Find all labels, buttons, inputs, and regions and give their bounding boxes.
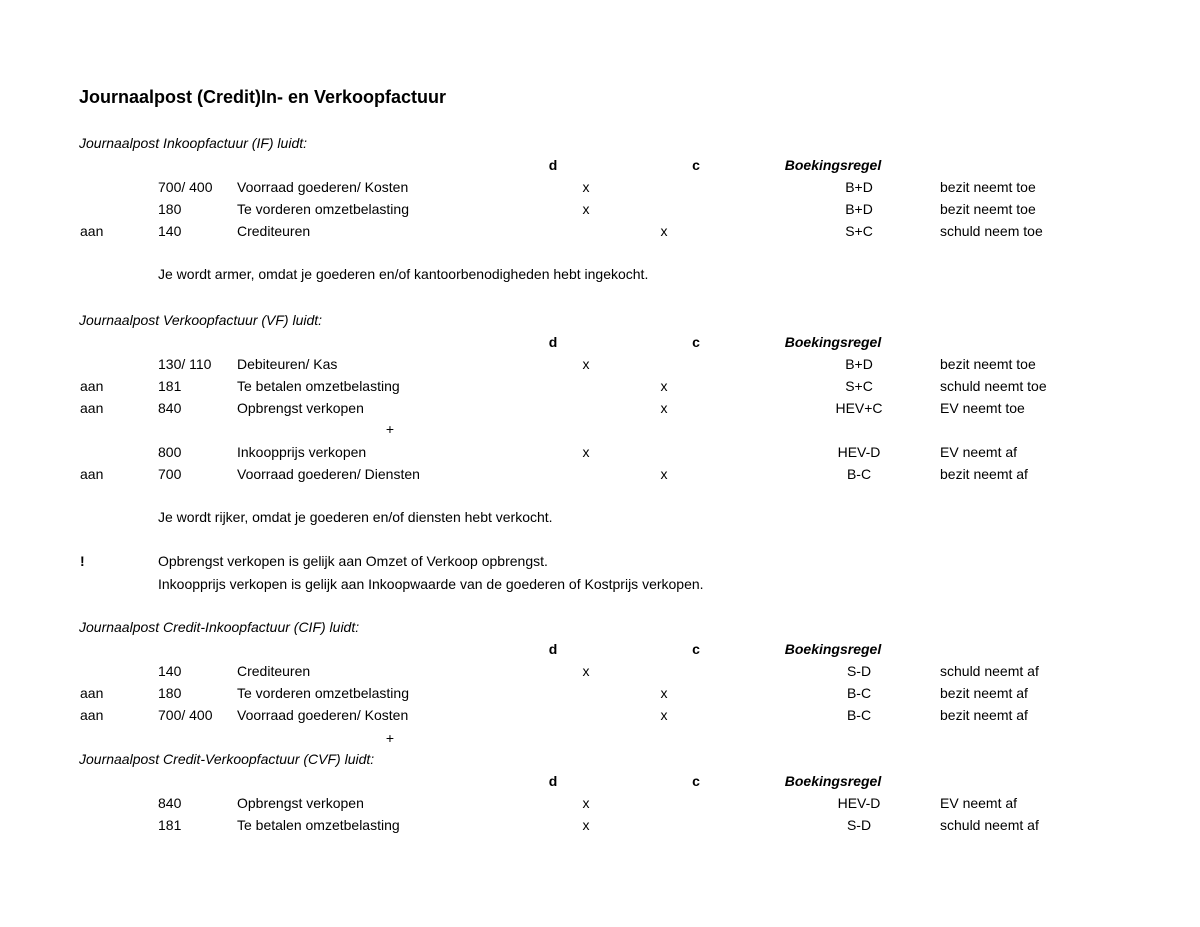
account-desc: Opbrengst verkopen: [237, 400, 364, 416]
booking-rule: B-C: [846, 466, 872, 482]
account-desc: Te vorderen omzetbelasting: [237, 685, 409, 701]
booking-rule: HEV-D: [837, 795, 881, 811]
account-desc: Inkoopprijs verkopen: [237, 444, 367, 460]
debit-mark: x: [582, 795, 590, 811]
col-header-d: d: [548, 157, 558, 173]
debit-mark: x: [582, 201, 590, 217]
account-code: 181: [158, 378, 182, 394]
effect-text: schuld neem toe: [940, 223, 1043, 239]
account-desc: Voorraad goederen/ Kosten: [237, 707, 409, 723]
effect-text: EV neemt toe: [940, 400, 1025, 416]
account-desc: Crediteuren: [237, 663, 311, 679]
booking-rule: S-D: [846, 817, 872, 833]
section-note-vf: Je wordt rijker, omdat je goederen en/of diensten hebt verkocht.: [158, 509, 553, 525]
effect-text: EV neemt af: [940, 444, 1018, 460]
booking-rule: B-C: [846, 707, 872, 723]
account-desc: Te betalen omzetbelasting: [237, 378, 400, 394]
credit-mark: x: [660, 466, 668, 482]
credit-mark: x: [660, 400, 668, 416]
debit-mark: x: [582, 663, 590, 679]
account-code: 130/ 110: [158, 356, 212, 372]
booking-rule: B+D: [845, 356, 873, 372]
account-code: 700: [158, 466, 182, 482]
account-code: 180: [158, 685, 182, 701]
booking-rule: HEV+C: [835, 400, 883, 416]
account-desc: Te vorderen omzetbelasting: [237, 201, 409, 217]
account-desc: Debiteuren/ Kas: [237, 356, 338, 372]
aan-label: aan: [80, 466, 104, 482]
section-heading-vf: Journaalpost Verkoopfactuur (VF) luidt:: [79, 312, 323, 328]
account-code: 140: [158, 223, 182, 239]
effect-text: bezit neemt toe: [940, 179, 1036, 195]
exclamation-mark: !: [80, 553, 85, 569]
effect-text: schuld neemt af: [940, 817, 1039, 833]
booking-rule: S+C: [845, 223, 873, 239]
col-header-rule: Boekingsregel: [784, 334, 882, 350]
credit-mark: x: [660, 223, 668, 239]
booking-rule: S-D: [846, 663, 872, 679]
col-header-c: c: [692, 641, 700, 657]
effect-text: bezit neemt af: [940, 685, 1028, 701]
debit-mark: x: [582, 817, 590, 833]
account-code: 840: [158, 795, 182, 811]
plus-sign: +: [385, 421, 395, 437]
section-heading-cif: Journaalpost Credit-Inkoopfactuur (CIF) luidt:: [79, 619, 360, 635]
col-header-d: d: [548, 773, 558, 789]
col-header-rule: Boekingsregel: [784, 641, 882, 657]
aan-label: aan: [80, 685, 104, 701]
col-header-c: c: [692, 334, 700, 350]
plus-sign: +: [385, 730, 395, 746]
account-desc: Voorraad goederen/ Diensten: [237, 466, 420, 482]
effect-text: bezit neemt toe: [940, 201, 1036, 217]
account-desc: Voorraad goederen/ Kosten: [237, 179, 409, 195]
booking-rule: S+C: [845, 378, 873, 394]
account-code: 140: [158, 663, 182, 679]
section-note-if: Je wordt armer, omdat je goederen en/of kantoorbenodigheden hebt ingekocht.: [158, 266, 649, 282]
booking-rule: B-C: [846, 685, 872, 701]
account-code: 840: [158, 400, 182, 416]
booking-rule: B+D: [845, 179, 873, 195]
section-heading-cvf: Journaalpost Credit-Verkoopfactuur (CVF) luidt:: [79, 751, 375, 767]
aan-label: aan: [80, 400, 104, 416]
credit-mark: x: [660, 707, 668, 723]
account-code: 180: [158, 201, 182, 217]
aan-label: aan: [80, 223, 104, 239]
col-header-d: d: [548, 334, 558, 350]
debit-mark: x: [582, 356, 590, 372]
credit-mark: x: [660, 378, 668, 394]
account-code: 700/ 400: [158, 179, 213, 195]
account-code: 800: [158, 444, 182, 460]
effect-text: bezit neemt af: [940, 707, 1028, 723]
col-header-rule: Boekingsregel: [784, 157, 882, 173]
remark-line-1: Opbrengst verkopen is gelijk aan Omzet of Verkoop opbrengst.: [158, 553, 548, 569]
page-title: Journaalpost (Credit)In- en Verkoopfactuur: [79, 87, 447, 107]
effect-text: schuld neemt af: [940, 663, 1039, 679]
debit-mark: x: [582, 444, 590, 460]
credit-mark: x: [660, 685, 668, 701]
section-heading-if: Journaalpost Inkoopfactuur (IF) luidt:: [79, 135, 308, 151]
effect-text: EV neemt af: [940, 795, 1018, 811]
booking-rule: B+D: [845, 201, 873, 217]
aan-label: aan: [80, 378, 104, 394]
debit-mark: x: [582, 179, 590, 195]
booking-rule: HEV-D: [837, 444, 881, 460]
col-header-c: c: [692, 157, 700, 173]
remark-line-2: Inkoopprijs verkopen is gelijk aan Inkoopwaarde van de goederen of Kostprijs verkopen.: [158, 576, 704, 592]
account-desc: Opbrengst verkopen: [237, 795, 364, 811]
col-header-d: d: [548, 641, 558, 657]
account-code: 181: [158, 817, 182, 833]
account-desc: Te betalen omzetbelasting: [237, 817, 400, 833]
account-code: 700/ 400: [158, 707, 213, 723]
effect-text: schuld neemt toe: [940, 378, 1047, 394]
effect-text: bezit neemt af: [940, 466, 1028, 482]
account-desc: Crediteuren: [237, 223, 311, 239]
col-header-c: c: [692, 773, 700, 789]
effect-text: bezit neemt toe: [940, 356, 1036, 372]
aan-label: aan: [80, 707, 104, 723]
col-header-rule: Boekingsregel: [784, 773, 882, 789]
